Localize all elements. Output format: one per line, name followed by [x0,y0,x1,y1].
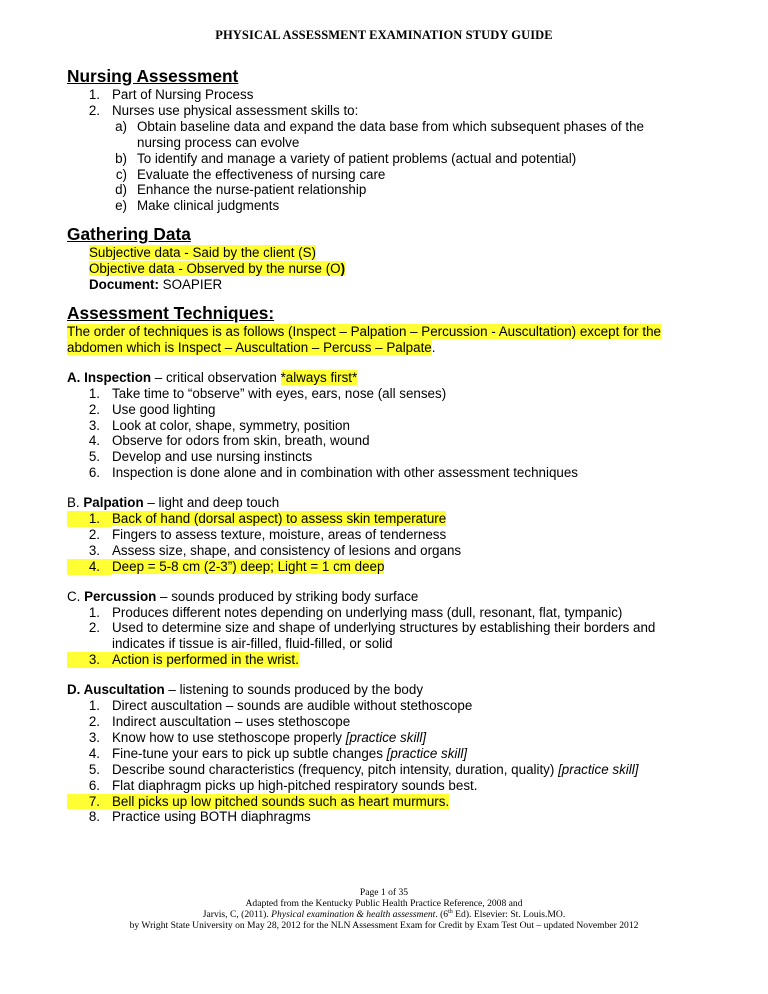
sub-list-item: a) Obtain baseline data and expand the data base from which subsequent phases of the nursing process can evolve [115,118,644,150]
nursing-assessment-heading: Nursing Assessment [67,66,239,86]
auscultation-list [67,698,707,825]
list-item: 1. Back of hand (dorsal aspect) to assess skin temperature [67,511,707,527]
palpation-title: B. Palpation – light and deep touch [67,495,280,511]
footer-source-line: Adapted from the Kentucky Public Health Practice Reference, 2008 and [245,898,523,909]
percussion-title: C. Percussion – sounds produced by striking body surface [67,588,419,604]
assessment-techniques-heading: Assessment Techniques: [67,302,275,323]
list-item: 6. Inspection is done alone and in combination with other assessment techniques [88,465,578,481]
list-item: 2. Nurses use physical assessment skills to: [88,102,359,118]
list-item: 3. Action is performed in the wrist. [67,652,707,668]
list-item: 2. Indirect auscultation – uses stethoscope [88,714,351,729]
nursing-list [67,87,707,214]
list-item: 1. Part of Nursing Process [88,87,254,102]
list-item: 2. Fingers to assess texture, moisture, areas of tenderness [88,526,447,542]
list-item: 5. Describe sound characteristics (frequency, pitch intensity, duration, quality) [practice skill] [88,761,639,777]
list-item: 4. Fine-tune your ears to pick up subtle changes [practice skill] [88,745,468,761]
list-item: 7. Bell picks up low pitched sounds such as heart murmurs. [67,794,707,810]
page-content [67,66,707,825]
inspection-title: A. Inspection – critical observation *always first* [67,369,358,385]
page-header-title: PHYSICAL ASSESSMENT EXAMINATION STUDY GUIDE [215,28,553,42]
objective-data-text: Objective data - Observed by the nurse (O [89,261,341,277]
gathering-data-heading: Gathering Data [67,224,191,245]
sub-list-item: d) Enhance the nurse-patient relationship [115,182,367,198]
auscultation-title: D. Auscultation – listening to sounds produced by the body [67,682,424,698]
list-item: 3. Look at color, shape, symmetry, position [88,417,350,433]
document-label: Document: [89,277,159,293]
footer-citation-line: Jarvis, C, (2011). Physical examination & health assessment. (6th Ed). Elsevier: St. Louis.MO. [202,908,566,920]
page-number: Page 1 of 35 [359,887,409,898]
list-item: 3. Know how to use stethoscope properly [practice skill] [88,729,427,745]
list-item: 2. Used to determine size and shape of underlying structures by establishing their borders and indicates if tissue is air-filled, fluid-filled, or solid [88,620,656,652]
list-item: 1. Take time to “observe” with eyes, ears, nose (all senses) [88,385,447,401]
gathering-data-block: Subjective data - Said by the client (S) Objective data - Observed by the nurse (O) Document: SOAPIER [89,245,346,293]
document-value: SOAPIER [158,277,223,293]
sub-list-item: b) To identify and manage a variety of patient problems (actual and potential) [115,150,577,166]
sub-list-item: c) Evaluate the effectiveness of nursing care [115,166,386,182]
list-item: 4. Observe for odors from skin, breath, wound [88,433,370,449]
inspection-list [67,386,707,481]
subjective-data-text: Subjective data - Said by the client (S) [89,245,317,261]
list-item: 4. Deep = 5-8 cm (2-3”) deep; Light = 1 cm deep [67,559,707,575]
page-footer [0,887,768,931]
list-item: 6. Flat diaphragm picks up high-pitched respiratory sounds best. [88,777,478,793]
list-item: 2. Use good lighting [88,401,216,417]
list-item: 5. Develop and use nursing instincts [88,449,313,465]
list-item: 1. Direct auscultation – sounds are audible without stethoscope [88,698,473,714]
list-item: 8. Practice using BOTH diaphragms [88,809,311,825]
footer-credit-line: by Wright State University on May 28, 2012 for the NLN Assessment Exam for Credit by Exam Test Out – updated November 2012 [129,920,639,931]
percussion-list [67,605,707,669]
list-item: 3. Assess size, shape, and consistency of lesions and organs [88,542,462,558]
sub-list-item: e) Make clinical judgments [115,198,280,214]
palpation-list [67,511,707,575]
list-item: 1. Produces different notes depending on underlying mass (dull, resonant, flat, tympanic) [88,604,623,620]
techniques-order-text: The order of techniques is as follows (Inspect – Palpation – Percussion - Auscultation) except for the abdomen which is Inspect – Auscultation – Percuss – Palpate. [67,323,661,355]
